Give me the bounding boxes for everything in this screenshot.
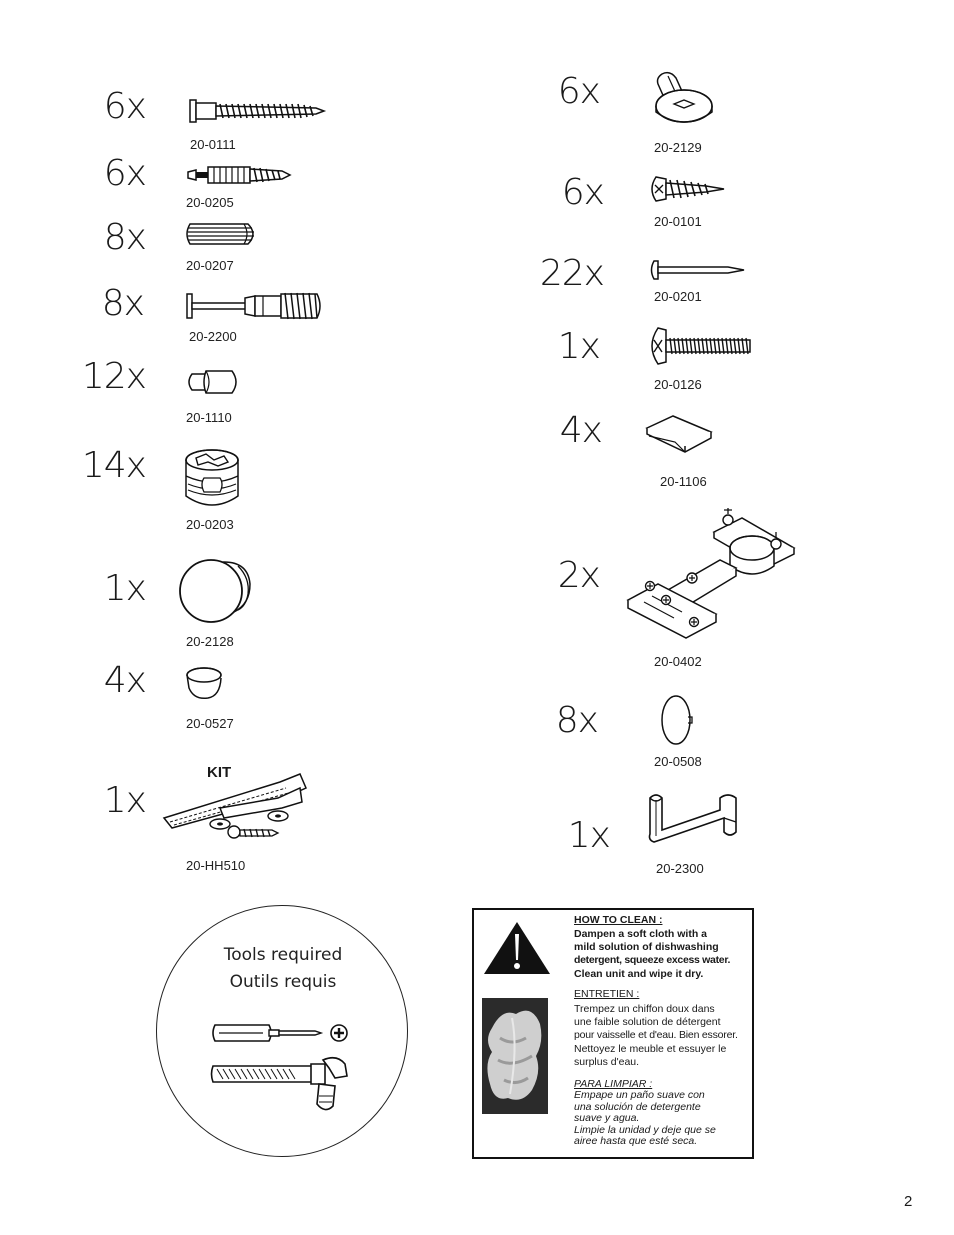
- shelf-pin-icon: [186, 369, 242, 395]
- part-code: 20-0203: [186, 517, 234, 532]
- clean-text-fr: Trempez un chiffon doux dans une faible solution de détergent pour vaisselle et d'eau. Bien essorer. Nettoyez le meuble et essuyer le surplus d'eau.: [574, 1003, 738, 1068]
- clean-text-es: Empape un paño suave con una solución de detergente suave y agua. Limpie la unidad y deje que se airee hasta que esté seca.: [574, 1089, 716, 1148]
- clean-text-en: Dampen a soft cloth with a mild solution of dishwashing detergent, squeeze excess water. Clean unit and wipe it dry.: [574, 928, 731, 980]
- clean-heading-en: HOW TO CLEAN :: [574, 914, 663, 926]
- dowel-screw-icon: [186, 163, 296, 187]
- screwdriver-icon: [211, 1021, 351, 1045]
- glide-icon: [186, 666, 226, 700]
- part-quantity: 1x: [103, 568, 146, 609]
- page-number: 2: [904, 1193, 913, 1210]
- part-code: 20-2129: [654, 140, 702, 155]
- part-quantity: 8x: [103, 217, 146, 258]
- kit-label: KIT: [207, 764, 232, 781]
- part-quantity: 1x: [103, 780, 146, 821]
- part-quantity: 8x: [555, 700, 598, 741]
- clean-heading-es: PARA LIMPIAR :: [574, 1078, 653, 1090]
- cloth-icon: [482, 998, 548, 1114]
- part-code: 20-0207: [186, 258, 234, 273]
- anti-tip-kit-icon: [160, 768, 310, 848]
- part-code: 20-0508: [654, 754, 702, 769]
- hammer-icon: [211, 1056, 351, 1126]
- part-code: 20-0111: [190, 137, 236, 152]
- hinge-icon: [624, 504, 798, 642]
- part-quantity: 14x: [81, 445, 146, 486]
- cleaning-instructions-panel: [472, 908, 754, 1159]
- part-code: 20-0101: [654, 214, 702, 229]
- warning-icon: [482, 920, 552, 976]
- machine-screw-icon: [648, 326, 754, 366]
- part-quantity: 1x: [567, 815, 610, 856]
- part-quantity: 6x: [103, 86, 146, 127]
- cam-bolt-icon: [188, 96, 328, 126]
- knob-icon: [178, 554, 254, 628]
- cam-lock-icon: [184, 448, 240, 508]
- part-code: 20-0527: [186, 716, 234, 731]
- part-quantity: 4x: [559, 410, 602, 451]
- part-code: 20-0201: [654, 289, 702, 304]
- tools-title-en: Tools required: [223, 945, 343, 965]
- felt-pad-icon: [645, 412, 713, 454]
- part-quantity: 6x: [103, 153, 146, 194]
- part-code: 20-0205: [186, 195, 234, 210]
- part-quantity: 6x: [561, 172, 604, 213]
- wood-dowel-icon: [186, 222, 262, 246]
- part-quantity: 2x: [557, 555, 600, 596]
- cover-cap-icon: [660, 694, 696, 746]
- part-quantity: 1x: [557, 326, 600, 367]
- connector-bolt-icon: [185, 290, 325, 322]
- part-code: 20-0402: [654, 654, 702, 669]
- part-code: 20-2300: [656, 861, 704, 876]
- part-quantity: 22x: [539, 253, 604, 294]
- clean-heading-fr: ENTRETIEN :: [574, 988, 640, 1000]
- wood-screw-icon: [650, 175, 726, 203]
- part-code: 20-1106: [660, 474, 707, 489]
- part-quantity: 12x: [81, 356, 146, 397]
- nail-icon: [650, 259, 746, 281]
- part-code: 20-1110: [186, 410, 232, 425]
- tools-required-panel: [156, 905, 408, 1157]
- part-code: 20-0126: [654, 377, 702, 392]
- tools-title-fr: Outils requis: [229, 972, 337, 992]
- allen-key-icon: [646, 792, 742, 852]
- part-code: 20-HH510: [186, 858, 246, 873]
- shelf-support-icon: [648, 70, 714, 132]
- part-quantity: 8x: [101, 283, 144, 324]
- part-quantity: 6x: [557, 71, 600, 112]
- part-code: 20-2128: [186, 634, 234, 649]
- part-quantity: 4x: [103, 660, 146, 701]
- part-code: 20-2200: [189, 329, 237, 344]
